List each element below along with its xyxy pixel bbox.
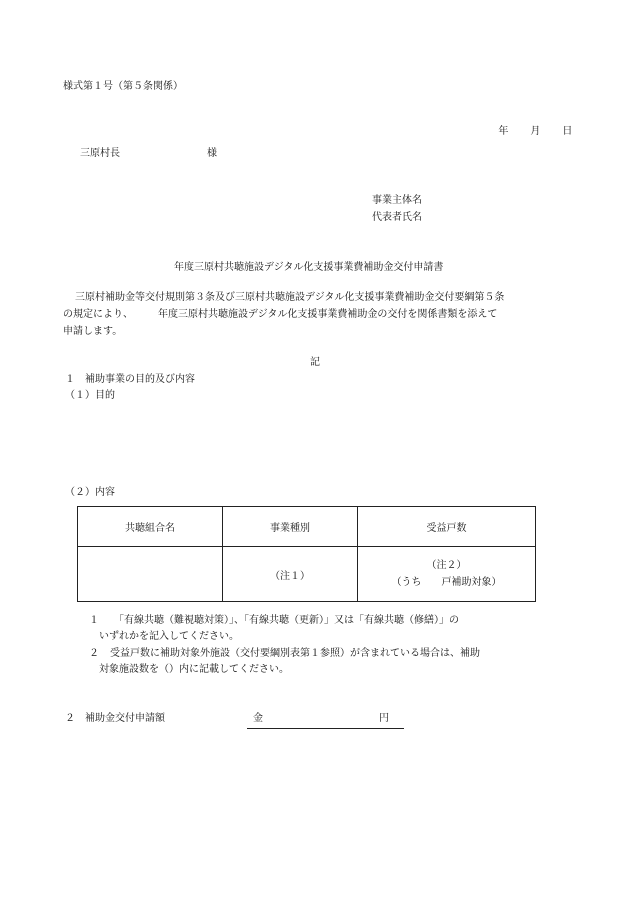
note-1-line-2: いずれかを記入してください。 [99, 631, 239, 642]
households-value: （うち 戸補助対象） [391, 577, 502, 588]
date-month-label: 月 [530, 126, 541, 137]
addressee-name: 三原村長 [80, 148, 120, 159]
body-line-3: 申請します。 [63, 326, 123, 337]
households-note: （注２） [426, 560, 467, 571]
note-1-line-1: 「有線共聴（難視聴対策）」、「有線共聴（更新）」又は「有線共聴（修繕）」の [114, 615, 459, 626]
header-households: 受益戸数 [358, 507, 536, 547]
amount-unit: 円 [379, 713, 389, 724]
note-2-line-1: 受益戸数に補助対象外施設（交付要綱別表第１参照）が含まれている場合は、補助 [110, 648, 480, 659]
section2-heading: ２ 補助金交付申請額 [65, 713, 165, 724]
applicant-representative-label: 代表者氏名 [372, 212, 422, 223]
body-line-1: 三原村補助金等交付規則第３条及び三原村共聴施設デジタル化支援事業費補助金交付要綱第５条 [75, 292, 505, 303]
section1-purpose-label: （１）目的 [65, 390, 115, 401]
table-header-row [78, 507, 536, 547]
section1-heading: １ 補助事業の目的及び内容 [65, 374, 195, 385]
body-line-2: の規定により、 年度三原村共聴施設デジタル化支援事業費補助金の交付を関係書類を添えて [63, 309, 498, 320]
date-year-label: 年 [498, 126, 509, 137]
date-line [492, 114, 572, 138]
document-title: 年度三原村共聴施設デジタル化支援事業費補助金交付申請書 [174, 262, 444, 273]
note-2-line-2: 対象施設数を（）内に記載してください。 [99, 664, 289, 675]
header-union: 共聴組合名 [78, 507, 223, 547]
header-type: 事業種別 [223, 507, 358, 547]
note-1-number: １ [89, 615, 99, 626]
cell-type[interactable]: （注１） [223, 547, 358, 602]
amount-prefix: 金 [253, 713, 263, 724]
cell-union[interactable] [78, 547, 223, 602]
applicant-entity-label: 事業主体名 [372, 195, 422, 206]
addressee-honorific: 様 [207, 148, 217, 159]
content-table [77, 506, 536, 602]
table-row [78, 547, 536, 602]
ki-mark: 記 [310, 357, 320, 368]
section1-content-label: （２）内容 [65, 487, 115, 498]
note-2-number: ２ [89, 648, 99, 659]
amount-underline [247, 728, 404, 729]
form-number-label: 様式第１号（第５条関係） [63, 81, 183, 92]
cell-households[interactable] [358, 547, 536, 602]
date-day-label: 日 [562, 126, 573, 137]
